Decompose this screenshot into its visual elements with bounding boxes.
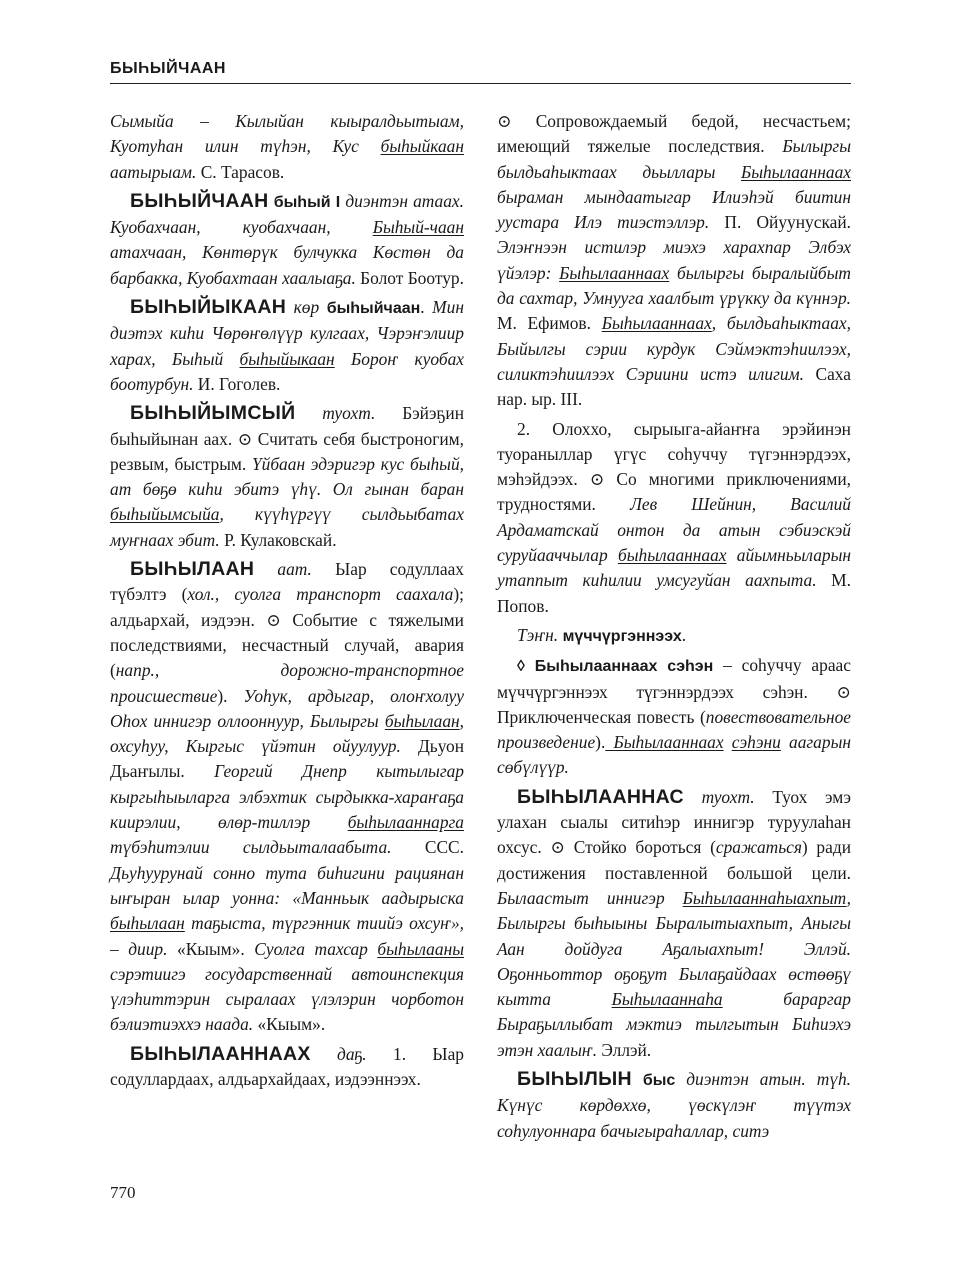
headword-usage: Быһылааннаах — [601, 313, 712, 334]
headword-usage: быһылаан — [110, 913, 185, 934]
example-text: Дьуһуурунай сонно тута биһигини рациянан ыҥыран ылар уонна: «Манньык аадырыска — [110, 862, 464, 908]
example-text: Уоһук, ардыгар, олоҥхолуу Оһох иннигэр оллооннуур, Былыргы — [110, 685, 464, 731]
source-citation: Болот Боотур. — [355, 267, 464, 288]
entry-byhylaannas — [497, 785, 851, 1063]
headword-usage: сэһэни — [731, 732, 781, 753]
entry-continuation — [497, 109, 851, 413]
cross-reference: мүччүргэннээх — [558, 627, 682, 645]
headword-usage: Быһылааннаах — [740, 161, 851, 182]
grammar-label: туохт. — [683, 786, 755, 807]
entry-byhylyn — [497, 1067, 851, 1144]
headword-usage: Быһылааннаһыахпыт — [682, 887, 847, 908]
headword: БЫҺЫЛЫН — [517, 1067, 632, 1090]
headword-usage: Быһылааннаһа — [611, 989, 723, 1010]
headword-usage: Быһылааннаах — [605, 732, 724, 753]
example-text: Элэҥнээн истилэр миэхэ харахпар Элбэх үйэлэр: — [497, 237, 851, 283]
example-text: Былаастыт иннигэр — [497, 887, 683, 908]
example-text: таҕыста, түргэнник тиийэ охсуҥ», – диир. — [110, 913, 464, 959]
grammar-label: аат. — [254, 559, 312, 580]
punctuation: . — [420, 297, 425, 318]
source-citation: М. Ефимов. — [497, 313, 591, 334]
headword: БЫҺЫЛААННААХ — [130, 1042, 311, 1065]
headword-usage: Быһылааннаах — [559, 262, 670, 283]
punctuation: . — [681, 624, 687, 645]
headword-usage: быһыйымсыйа — [110, 504, 220, 525]
source-citation: М. Попов. — [497, 570, 851, 616]
source-citation: «Кыым». — [253, 1014, 326, 1035]
page-number: 770 — [110, 1183, 136, 1202]
headword-usage: быһылааннаах — [617, 545, 727, 566]
grammar-label: көр — [286, 297, 327, 318]
entry-continuation — [110, 109, 464, 185]
usage-note: хол., суолга транспорт саахала — [187, 584, 454, 605]
example-text: , күүһүргүү сылдьыбатах муҥнаах эбит. — [110, 504, 464, 550]
example-text: бараргар Быраҕыллыбат мэктиэ тылгытын Биһиэхэ этэн хаалыҥ. — [497, 989, 851, 1060]
headword-usage: быһылааннарга — [347, 812, 464, 833]
source-citation: «Кыым». — [167, 938, 245, 959]
example-text: Георгий Днепр кытылыгар кыргыһыыларга элбэхтик сырдыкка-хараҥаҕа киирэлии, өлөр-тиллэр — [110, 761, 464, 833]
definition-text: Бэйэҕин быһыйынан аах. ⊙ Считать себя быстроногим, резвым, быстрым. — [110, 403, 464, 474]
definition-text: ). — [217, 685, 228, 706]
example-text: Сымыйа – Кылыйан кыыралдьытыам, Куотуһан илин түһэн, Кус — [110, 111, 464, 157]
source-citation: Р. Кулаковскай. — [219, 529, 337, 550]
example-text: аагарын сөбүлүүр. — [497, 732, 851, 778]
definition-text: – соһуччу араас мүччүргэннээх түгэннэрдээх сэһэн. ⊙ Приключенческая повесть ( — [497, 655, 851, 727]
entry-byhylaan — [110, 557, 464, 1038]
example-text: , охсуһуу, Кыргыс үйэтин ойуулуур. — [110, 710, 464, 757]
cross-reference: быһый I — [268, 193, 341, 211]
definition-text: 1. Ыар содуллардаах, алдьархайдаах, иэдээннээх. — [110, 1043, 464, 1089]
example-text: Үйбаан эдэригэр кус быһый, ат бөҕө киһи эбитэ үһү. Ол гынан баран — [110, 453, 464, 500]
entry-byhyiymsyi — [110, 401, 464, 553]
source-citation: Дьуон Дьаҥылы. — [110, 736, 464, 782]
example-text: , былдьаһыктаах, Быйылгы сэрии курдук Сэймэктэһиилээх, силиктэһиилээх Сэриини истэ илигим. — [497, 313, 851, 384]
headword: БЫҺЫЙЫКААН — [130, 296, 287, 319]
example-text: , Былыргы быһыыны Быралытыахпыт, Аныгы Аан дойдуга Аҕалыахпыт! Эллэй. Оҕонньоттор оҕоҕут Былаҕайдаах өстөөҕү кытта — [497, 887, 851, 1010]
sense-2 — [497, 417, 851, 619]
headword: БЫҺЫЙЫМСЫЙ — [130, 402, 296, 425]
usage-note: напр., дорожно-транспортное происшествие — [110, 660, 464, 706]
definition-text: ). — [595, 732, 606, 753]
entry-byhyiykaan — [110, 295, 464, 397]
headword-usage: Быһый-чаан — [372, 217, 464, 238]
definition-text: Туох эмэ улахан сыалы ситиһэр иннигэр туруулаһан охсус. ⊙ Стойко бороться ( — [497, 786, 851, 858]
example-text: Бороҥ куобах боотурбун. — [110, 348, 464, 394]
headword-usage: быһыйкаан — [380, 136, 464, 157]
headword: БЫҺЫЛААННАС — [517, 785, 684, 808]
example-text: былыргы быралыйбыт да сахтар, Умнууга хаалбыт үрүкку да күннэр. — [497, 262, 851, 309]
example-text: атахчаан, Көнтөрүк булчукка Көстөн да барбакка, Куобахтаан хаалыаҕа. — [110, 242, 464, 288]
definition-text: ⊙ Сопровождаемый бедой, несчастьем; имеющий тяжелые последствия. — [497, 111, 851, 157]
example-text: аатырыам. — [110, 161, 197, 182]
left-column — [110, 109, 464, 1092]
spacer — [724, 732, 732, 752]
running-head: БЫҺЫЙЧААН — [110, 60, 226, 77]
cross-reference: быһыйчаан — [326, 300, 421, 318]
headword: БЫҺЫЙЧААН — [130, 189, 269, 212]
cross-reference: быс — [631, 1071, 676, 1089]
usage-note: повествовательное произведение — [497, 706, 851, 753]
definition-text: 2. Олоххо, сырыыга-айаҥҥа эрэйинэн туораныллар үгүс соһуччу түгэннэрдээх, мэһэйдээх. ⊙ Со многими приключениями, трудностями. — [497, 418, 851, 515]
phrase-headword: ◊ Быһылааннаах сэһэн — [517, 658, 714, 676]
compare-label: Тэҥн. — [517, 624, 559, 645]
right-column — [497, 109, 851, 1144]
grammar-label: туохт. — [295, 403, 376, 424]
example-text: Былыргы былдьаһыктаах дьыллары — [497, 136, 851, 182]
headword-usage: быһылаан — [384, 710, 460, 731]
example-text: Лев Шейнин, Василий Ардаматскай онтон да атын сэбиэскэй суруйааччылар — [497, 494, 851, 566]
grammar-label: даҕ. — [310, 1043, 367, 1064]
headword-usage: быһыйыкаан — [239, 348, 335, 369]
headword: БЫҺЫЛААН — [130, 558, 255, 581]
definition-text: ); алдьархай, иэдээн. ⊙ Событие с тяжелыми последствиями, несчастный случай, авария ( — [110, 584, 465, 681]
entry-byhyichaan — [110, 189, 464, 291]
source-citation: П. Ойуунускай. — [709, 212, 851, 233]
source-citation: Эллэй. — [597, 1039, 652, 1060]
source-citation: Саха нар. ыр. III. — [497, 363, 851, 410]
example-text: түбэһитэлии сылдьыталаабыта. — [110, 837, 392, 858]
source-citation: ССС. — [391, 837, 464, 858]
example-text: айымньыларын утаппыт киһилии умсугуйан аахпыта. — [497, 545, 851, 591]
example-text: Суолга тахсар — [244, 938, 378, 959]
definition-text: Ыар содуллаах түбэлтэ ( — [110, 559, 464, 605]
entry-byhylaannaah — [110, 1042, 464, 1093]
compare-note — [497, 623, 851, 649]
definition-text: ) ради достижения поставленной большой цели. — [497, 837, 851, 883]
example-text: быраман мындаатыгар Илиэһэй биитин уустара Илэ тиэстэллэр. — [497, 186, 851, 233]
source-citation: И. Гоголев. — [193, 373, 281, 394]
headword-usage: быһылааны — [377, 938, 464, 959]
source-citation: С. Тарасов. — [196, 161, 285, 182]
example-text: сэрэтиигэ государственнай автоинспекция үлэһиттэрин сыралаах үлэлэрин чорботон бэлиэтиэххэ наада. — [110, 963, 464, 1035]
example-text: диэнтэн атын. түһ. Күнүс көрдөххө, үөскүлэҥ түүтэх соһулуоннара бачыгыраһаллар, ситэ — [497, 1068, 851, 1141]
example-text: Мин диэтэх киһи Чөрөҥөлүүр кулгаах, Чэрэҥэлиир харах, Быһый — [110, 297, 464, 369]
usage-note: сражаться — [715, 837, 802, 858]
definition-text: диэнтэн атаах. Куобахчаан, куобахчаан, — [110, 190, 465, 238]
phrase-entry — [497, 653, 851, 780]
header-rule — [110, 83, 851, 84]
